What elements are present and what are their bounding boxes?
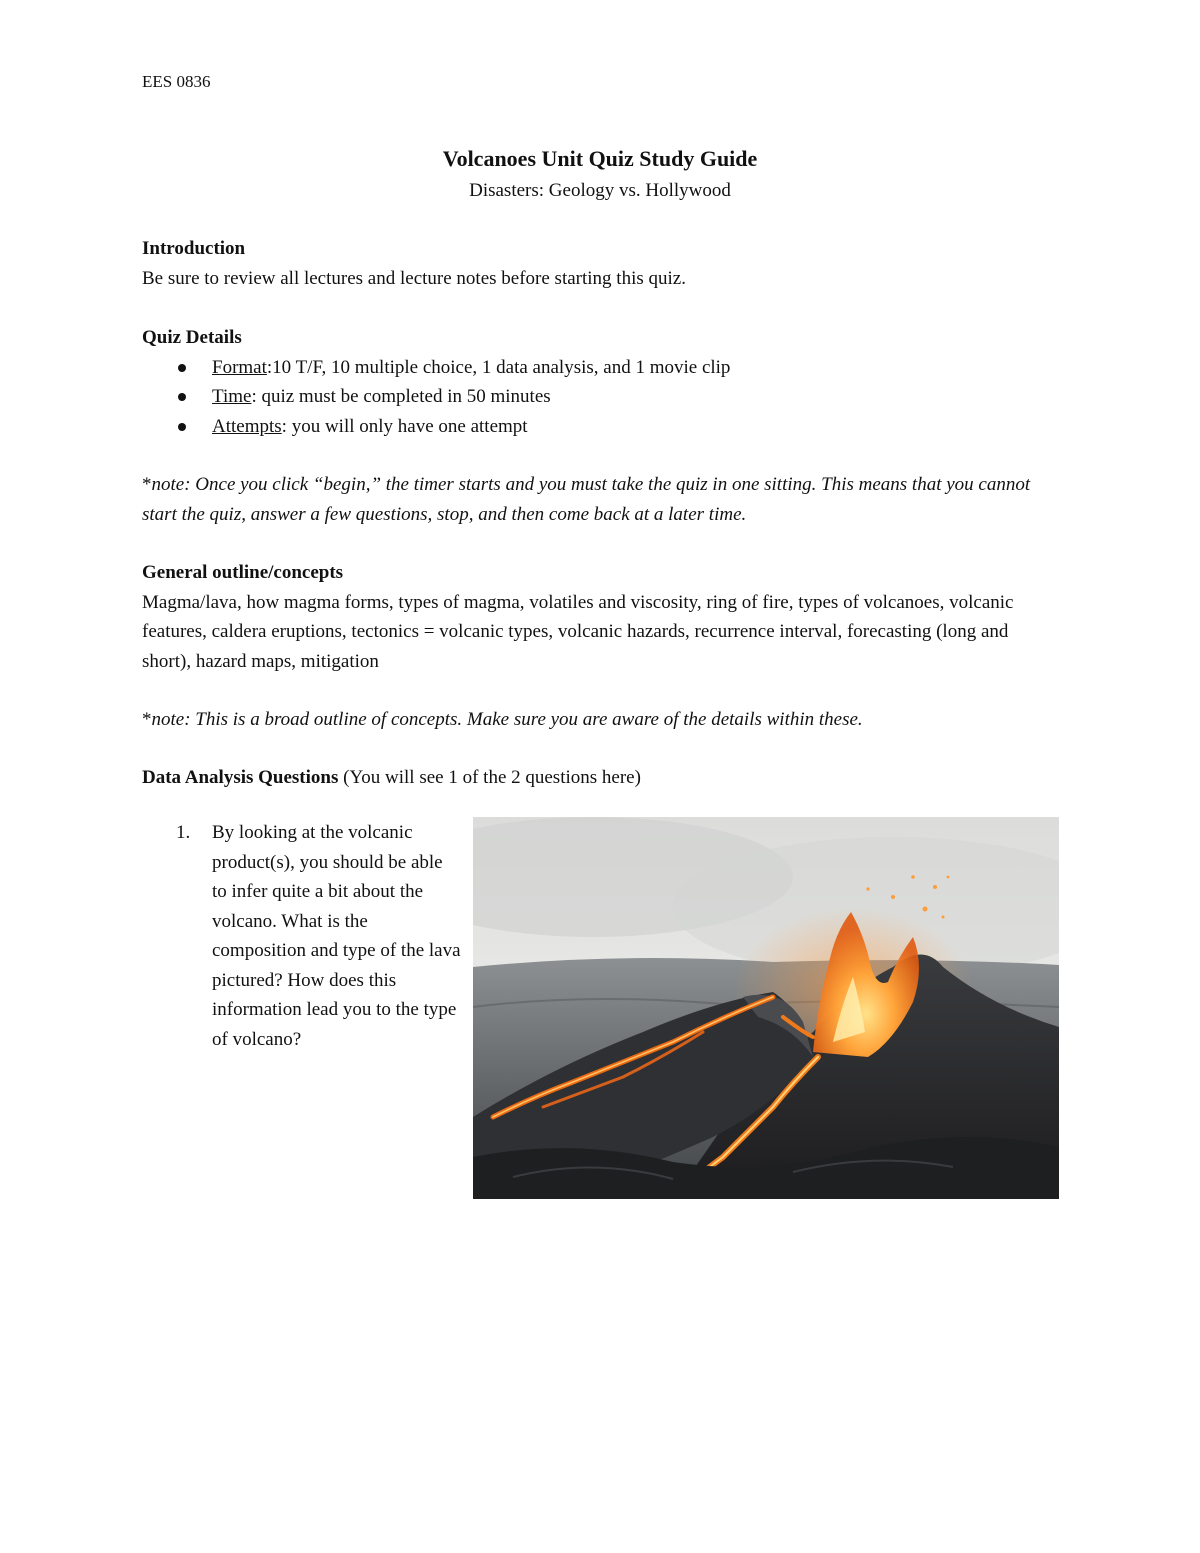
question-number: 1. [176, 822, 191, 843]
data-analysis-section [142, 763, 1062, 793]
outline-text: Magma/lava, how magma forms, types of magma, volatiles and viscosity, ring of fire, types of volcanoes, volcanic features, caldera eruptions, tectonics = volcanic types, volcanic hazards, recurrence interval, forecasting (long and short), hazard maps, mitigation [142, 591, 1014, 672]
introduction-text: Be sure to review all lectures and lecture notes before starting this quiz. [142, 267, 686, 289]
detail-separator: : [281, 415, 287, 437]
bullet-icon [178, 364, 186, 372]
note-star: * [142, 474, 152, 495]
outline-note [142, 705, 1062, 735]
list-item [142, 412, 1062, 442]
outline-note-text: note: This is a broad outline of concepts. Make sure you are aware of the details within these. [151, 709, 863, 730]
quiz-note [142, 470, 1057, 529]
detail-text: you will only have one attempt [286, 415, 528, 437]
introduction-section [142, 234, 1062, 293]
data-analysis-heading-suffix: (You will see 1 of the 2 questions here) [338, 767, 641, 788]
quiz-details-heading: Quiz Details [142, 327, 242, 348]
detail-text: quiz must be completed in 50 minutes [256, 386, 551, 407]
course-code: EES 0836 [142, 72, 211, 91]
detail-separator: : [266, 356, 273, 378]
volcano-photo [473, 817, 1059, 1199]
introduction-heading: Introduction [142, 238, 246, 259]
detail-label: Time [212, 386, 252, 407]
note-star: * [142, 709, 152, 730]
detail-label: Attempts [212, 415, 282, 437]
quiz-details-list [142, 353, 1062, 442]
data-analysis-heading: Data Analysis Questions [142, 767, 339, 788]
question-text: By looking at the volcanic product(s), you should be able to infer quite a bit about the volcano. What is the composition and type of the lava pictured? How does this information lead you to the type of volcano? [212, 822, 461, 1050]
bullet-icon [178, 423, 186, 431]
detail-separator: : [251, 386, 257, 407]
outline-section [142, 558, 1060, 676]
bullet-icon [178, 393, 186, 401]
quiz-note-text: note: Once you click “begin,” the timer starts and you must take the quiz in one sitting. This means that you cannot start the quiz, answer a few questions, stop, and then come back at a later time. [142, 474, 1031, 525]
page-subtitle: Disasters: Geology vs. Hollywood [469, 180, 731, 201]
list-item [142, 353, 1062, 383]
outline-heading: General outline/concepts [142, 562, 344, 583]
detail-label: Format [212, 356, 267, 378]
detail-text: 10 T/F, 10 multiple choice, 1 data analysis, and 1 movie clip [272, 356, 731, 378]
quiz-details-section [142, 323, 1062, 441]
list-item [142, 382, 1062, 412]
page-title: Volcanoes Unit Quiz Study Guide [442, 146, 758, 171]
